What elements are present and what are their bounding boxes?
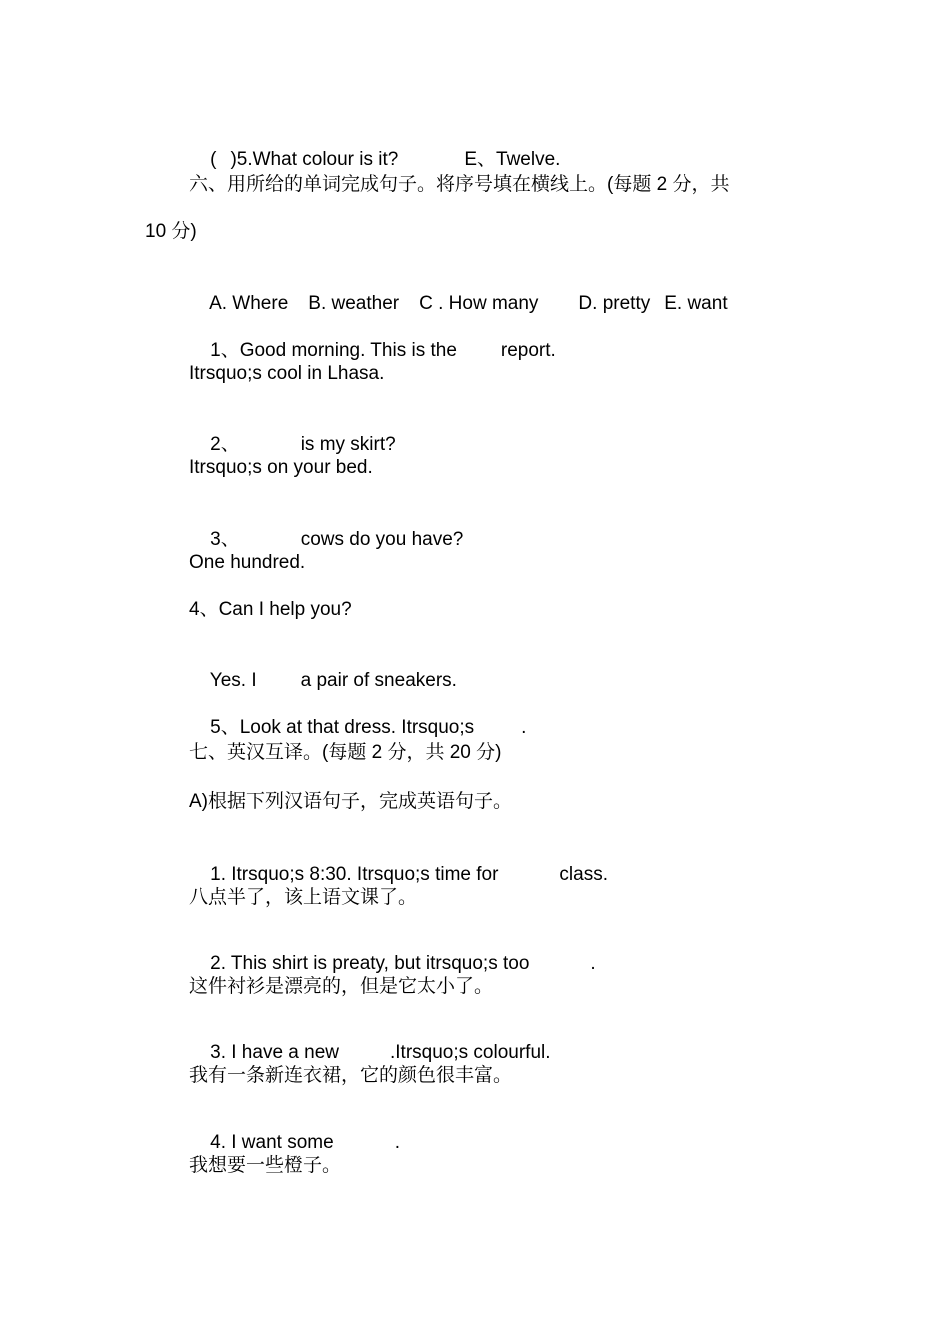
- fill-item-1-text-after: report.: [500, 340, 556, 361]
- fill-item-2-text: 2、: [210, 434, 240, 455]
- translate-item-1-text-after: class.: [559, 864, 608, 885]
- translate-item-1-zh: 八点半了，该上语文课了。: [189, 887, 418, 908]
- section-7-heading: 七、英汉互译。(每题 2 分，共 20 分): [189, 742, 502, 763]
- fill-item-4-answer-text-after: a pair of sneakers.: [300, 670, 457, 691]
- translate-item-4-text: 4. I want some: [210, 1132, 334, 1153]
- fill-item-5-text: 5、Look at that dress. Itrsquo;s: [210, 717, 475, 738]
- fill-item-1-text: 1、Good morning. This is the: [210, 340, 457, 361]
- section-6-heading-cont: 10 分): [145, 221, 197, 242]
- question-5-text: )5.What colour is it?: [230, 149, 399, 170]
- fill-item-5-text-after: .: [521, 717, 527, 738]
- translate-item-1-text: 1. Itrsquo;s 8:30. Itrsquo;s time for: [210, 864, 499, 885]
- option-a: A. Where: [209, 293, 289, 314]
- section-6-heading: 六、用所给的单词完成句子。将序号填在横线上。(每题 2 分，共: [189, 174, 730, 195]
- section-7-subheading: A)根据下列汉语句子，完成英语句子。: [189, 791, 513, 812]
- question-5-answer: E、Twelve.: [464, 149, 561, 170]
- translate-item-2-zh: 这件衬衫是漂亮的，但是它太小了。: [189, 976, 494, 997]
- option-e: E. want: [664, 293, 728, 314]
- fill-item-3-text-after: cows do you have?: [300, 529, 464, 550]
- option-c: C . How many: [419, 293, 539, 314]
- fill-item-3-answer: One hundred.: [189, 552, 306, 573]
- option-d: D. pretty: [578, 293, 651, 314]
- fill-item-4-answer-text: Yes. I: [209, 670, 257, 691]
- fill-item-3-text: 3、: [210, 529, 240, 550]
- answer-paren: (: [210, 149, 217, 170]
- fill-item-2-text-after: is my skirt?: [300, 434, 396, 455]
- translate-item-3-text: 3. I have a new: [210, 1042, 339, 1063]
- fill-item-2-answer: Itrsquo;s on your bed.: [189, 457, 373, 478]
- translate-item-4-text-after: .: [394, 1132, 400, 1153]
- translate-item-2-text: 2. This shirt is preaty, but itrsquo;s too: [210, 953, 530, 974]
- translate-item-2-text-after: .: [590, 953, 596, 974]
- fill-item-1-answer: Itrsquo;s cool in Lhasa.: [189, 363, 385, 384]
- translate-item-3-zh: 我有一条新连衣裙，它的颜色很丰富。: [189, 1065, 513, 1086]
- option-b: B. weather: [308, 293, 400, 314]
- translate-item-3-text-after: .Itrsquo;s colourful.: [390, 1042, 551, 1063]
- fill-item-4-question: 4、Can I help you?: [189, 599, 352, 620]
- translate-item-4-zh: 我想要一些橙子。: [189, 1155, 342, 1176]
